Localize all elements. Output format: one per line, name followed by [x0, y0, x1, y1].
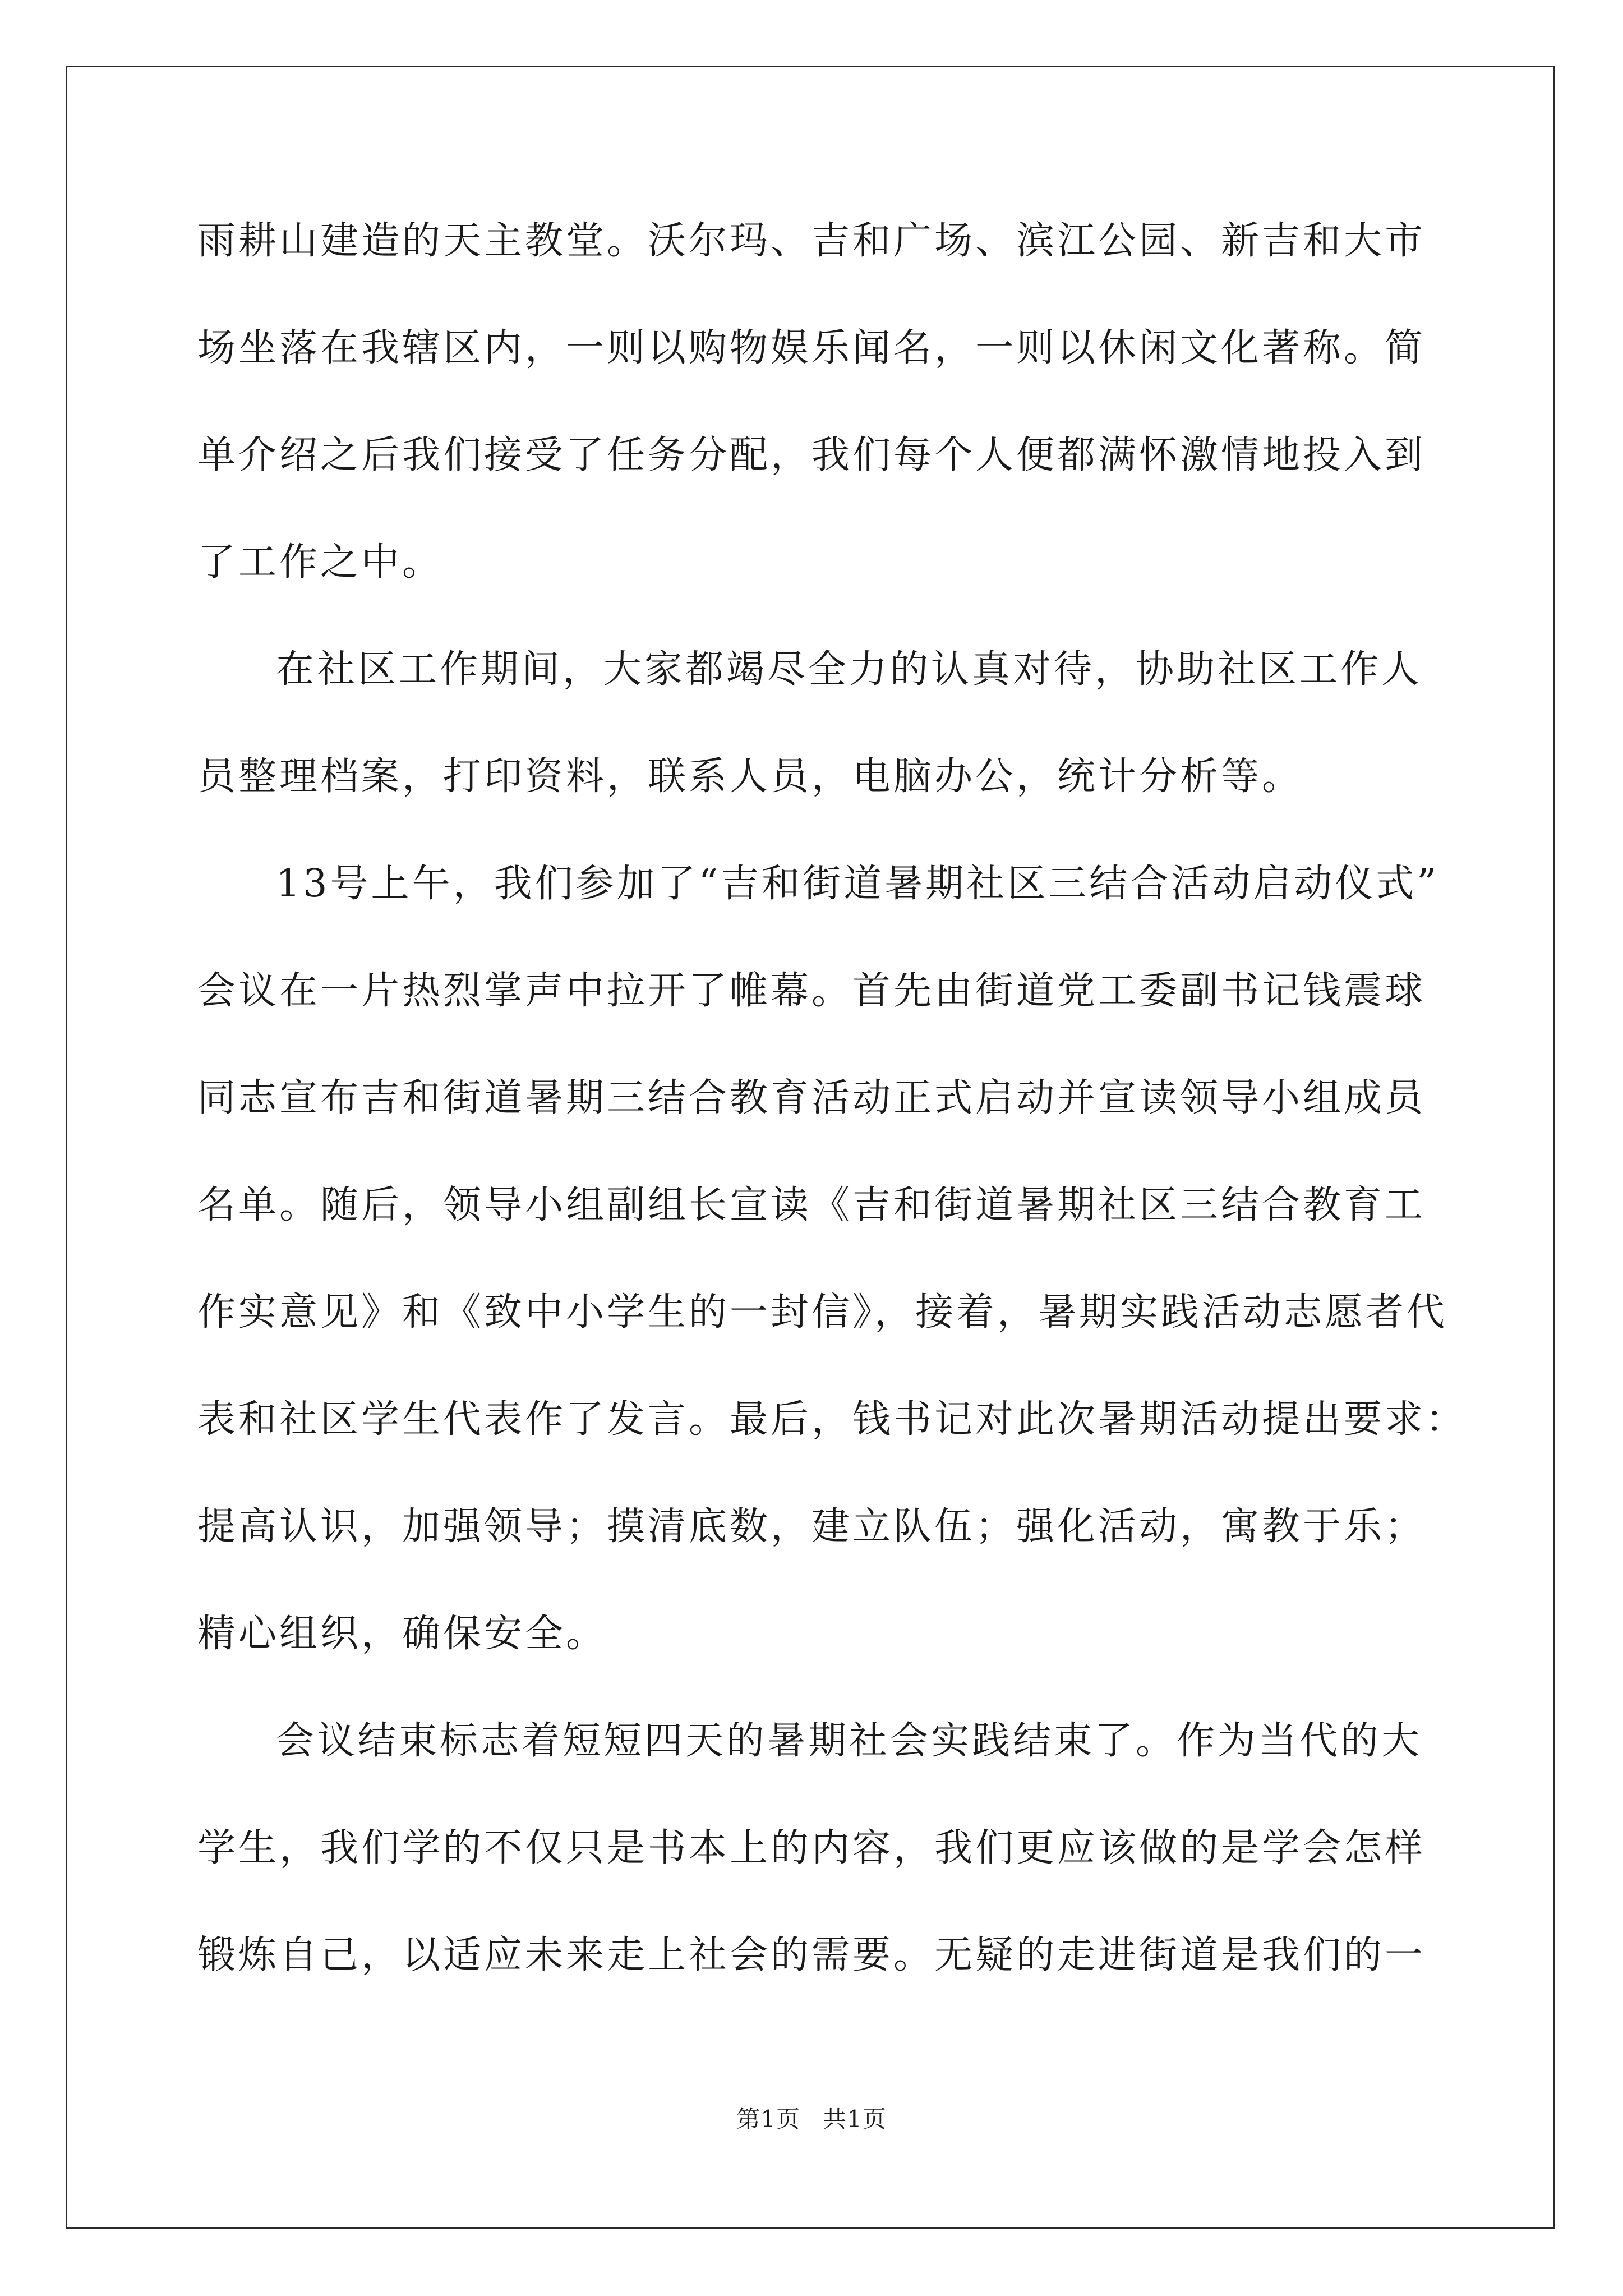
text-line: 员整理档案，打印资料，联系人员，电脑办公，统计分析等。: [197, 754, 1303, 799]
text-line: 提高认识，加强领导；摸清底数，建立队伍；强化活动，寓教于乐；: [197, 1504, 1426, 1549]
paragraph-start-line: 13号上午，我们参加了“吉和街道暑期社区三结合活动启动仪式”: [276, 862, 1440, 906]
page-total: 共1页: [823, 2105, 887, 2133]
text-line: 了工作之中。: [197, 540, 444, 585]
paragraph-start-line: 会议结束标志着短短四天的暑期社会实践结束了。作为当代的大: [276, 1719, 1423, 1763]
paragraph-start-line: 在社区工作期间，大家都竭尽全力的认真对待，协助社区工作人: [276, 647, 1423, 692]
text-line: 表和社区学生代表作了发言。最后，钱书记对此次暑期活动提出要求：: [197, 1397, 1467, 1442]
text-line: 单介绍之后我们接受了任务分配，我们每个人便都满怀激情地投入到: [197, 433, 1426, 477]
text-line: 锻炼自己，以适应未来走上社会的需要。无疑的走进街道是我们的一: [197, 1933, 1426, 1977]
page-footer: [0, 2101, 1623, 2134]
text-line: 同志宣布吉和街道暑期三结合教育活动正式启动并宣读领导小组成员: [197, 1076, 1426, 1120]
text-line: 精心组织，确保安全。: [197, 1612, 607, 1656]
text-line: 学生，我们学的不仅只是书本上的内容，我们更应该做的是学会怎样: [197, 1826, 1426, 1870]
text-line: 作实意见》和《致中小学生的一封信》，接着，暑期实践活动志愿者代: [197, 1290, 1448, 1335]
page-number: 第1页: [736, 2105, 800, 2133]
text-line: 雨耕山建造的天主教堂。沃尔玛、吉和广场、滨江公园、新吉和大市: [197, 219, 1426, 263]
text-line: 名单。随后，领导小组副组长宣读《吉和街道暑期社区三结合教育工: [197, 1183, 1426, 1227]
text-line: 场坐落在我辖区内，一则以购物娱乐闻名，一则以休闲文化著称。简: [197, 326, 1426, 370]
document-body: [197, 213, 1467, 2035]
text-line: 会议在一片热烈掌声中拉开了帷幕。首先由街道党工委副书记钱震球: [197, 969, 1426, 1013]
